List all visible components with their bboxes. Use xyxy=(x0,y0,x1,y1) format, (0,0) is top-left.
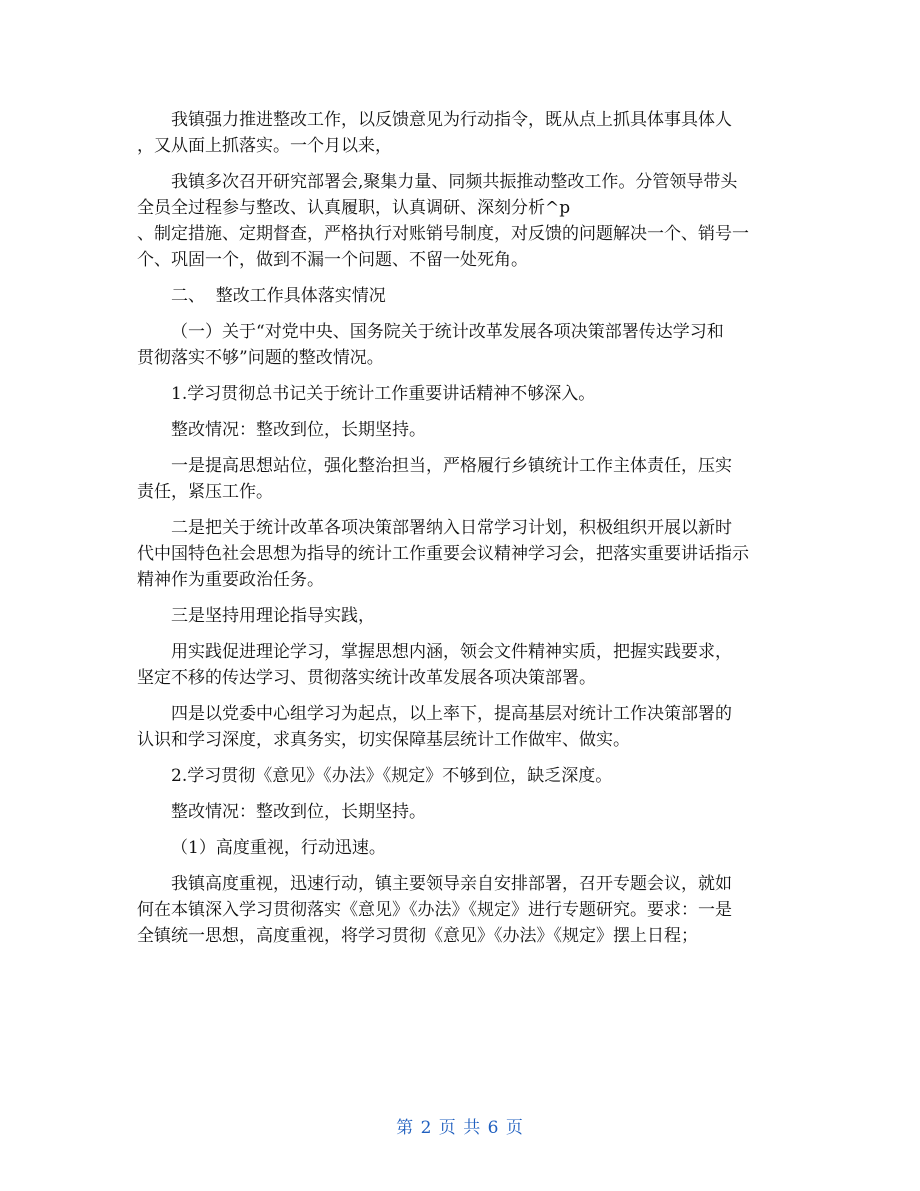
section-heading: 二、 整改工作具体落实情况 xyxy=(171,286,386,306)
item-heading-2: 2.学习贯彻《意见》《办法》《规定》不够到位，缺乏深度。 xyxy=(171,766,613,786)
paragraph-point-4: 四是以党委中心组学习为起点，以上率下，提高基层对统计工作决策部署的 认识和学习深度，求真务实，切实保障基层统计工作做牢、做实。 xyxy=(137,704,732,750)
document-body xyxy=(137,107,797,959)
paragraph-1: 我镇强力推进整改工作，以反馈意见为行动指令，既从点上抓具体事具体人 ，又从面上抓落实。一个月以来， xyxy=(137,110,732,156)
paragraph-point-3b: 用实践促进理论学习，掌握思想内涵，领会文件精神实质，把握实践要求， 坚定不移的传达学习、贯彻落实统计改革发展各项决策部署。 xyxy=(137,642,732,688)
paragraph-point-3a: 三是坚持用理论指导实践， xyxy=(171,606,375,626)
subsection-heading: （一）关于“对党中央、国务院关于统计改革发展各项决策部署传达学习和 贯彻落实不够”问题的整改情况。 xyxy=(137,322,724,368)
paragraph-2: 我镇多次召开研究部署会,聚集力量、同频共振推动整改工作。分管领导带头 全员全过程参与整改、认真履职，认真调研、深刻分析^p 、制定措施、定期督查，严格执行对账销号制度，对反馈的问题解决一个、销号一 个、巩固一个，做到不漏一个问题、不留一处死角。 xyxy=(137,172,749,270)
paragraph-final: 我镇高度重视，迅速行动，镇主要领导亲自安排部署，召开专题会议，就如 何在本镇深入学习贯彻落实《意见》《办法》《规定》进行专题研究。要求：一是 全镇统一思想，高度重视，将学习贯彻《意见》《办法》《规定》摆上日程； xyxy=(137,874,732,946)
sub-item-heading-1: （1）高度重视，行动迅速。 xyxy=(171,838,386,858)
rectification-status-2: 整改情况：整改到位，长期坚持。 xyxy=(171,802,426,822)
rectification-status-1: 整改情况：整改到位，长期坚持。 xyxy=(171,420,426,440)
item-heading-1: 1.学习贯彻总书记关于统计工作重要讲话精神不够深入。 xyxy=(171,384,596,404)
page-number-footer: 第 2 页 共 6 页 xyxy=(396,1118,524,1138)
paragraph-point-1: 一是提高思想站位，强化整治担当，严格履行乡镇统计工作主体责任，压实 责任，紧压工作。 xyxy=(137,456,732,502)
paragraph-point-2: 二是把关于统计改革各项决策部署纳入日常学习计划，积极组织开展以新时 代中国特色社会思想为指导的统计工作重要会议精神学习会，把落实重要讲话指示 精神作为重要政治任务。 xyxy=(137,518,749,590)
